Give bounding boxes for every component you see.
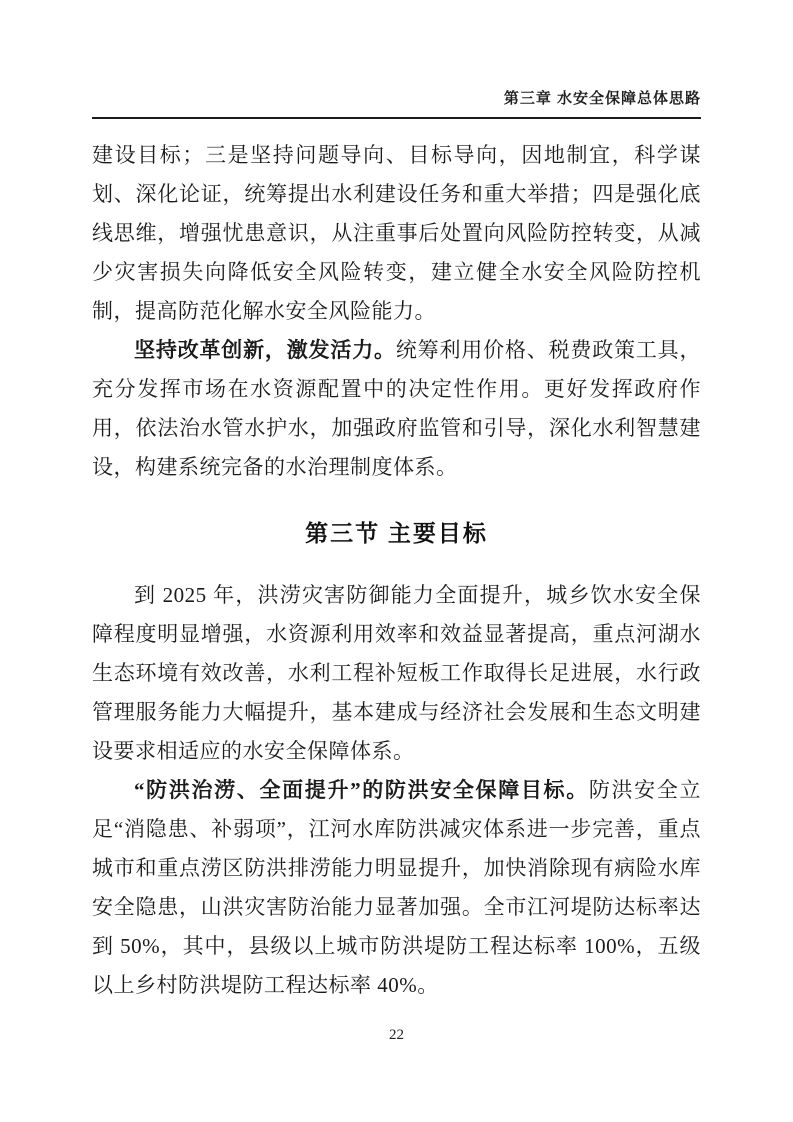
section-heading: 第三节 主要目标 (305, 521, 488, 546)
paragraph-2025-goals: 到 2025 年，洪涝灾害防御能力全面提升，城乡饮水安全保障程度明显增强，水资源利用效率和效益显著提高，重点河湖水生态环境有效改善，水利工程补短板工作取得长足进展，水行政管理服务能力大幅提升，基本建成与经济社会发展和生态文明建设要求相适应的水安全保障体系。 (92, 583, 701, 763)
paragraph-rest: 统筹利用价格、税费政策工具，充分发挥市场在水资源配置中的决定性作用。更好发挥政府作用，依法治水管水护水，加强政府监管和引导，深化水利智慧建设，构建系统完备的水治理制度体系。 (92, 338, 702, 479)
header-rule (92, 117, 701, 119)
paragraph-lead-bold: 坚持改革创新，激发活力。 (134, 338, 396, 362)
running-header-chapter-title: 第三章 水安全保障总体思路 (503, 90, 701, 107)
paragraph-flood-control-goal (92, 771, 701, 1005)
paragraph-continuation: 建设目标；三是坚持问题导向、目标导向，因地制宜，科学谋划、深化论证，统筹提出水利建设任务和重大举措；四是强化底线思维，增强忧患意识，从注重事后处置向风险防控转变，从减少灾害损失向降低安全风险转变，建立健全水安全风险防控机制，提高防范化解水安全风险能力。 (92, 143, 701, 323)
paragraph-lead-bold: “防洪治涝、全面提升”的防洪安全保障目标。 (134, 778, 589, 802)
page-footer (0, 1027, 793, 1044)
document-body (92, 136, 701, 1005)
paragraph-rest: 防洪安全立足“消隐患、补弱项”，江河水库防洪减灾体系进一步完善，重点城市和重点涝区防洪排涝能力明显提升，加快消除现有病险水库安全隐患，山洪灾害防治能力显著加强。全市江河堤防达标率达到 50%，其中，县级以上城市防洪堤防工程达标率 100%，五级以上乡村防洪堤防工程达标率 40%。 (92, 778, 701, 997)
page-number: 22 (389, 1027, 404, 1043)
paragraph-reform-innovation (92, 331, 701, 487)
